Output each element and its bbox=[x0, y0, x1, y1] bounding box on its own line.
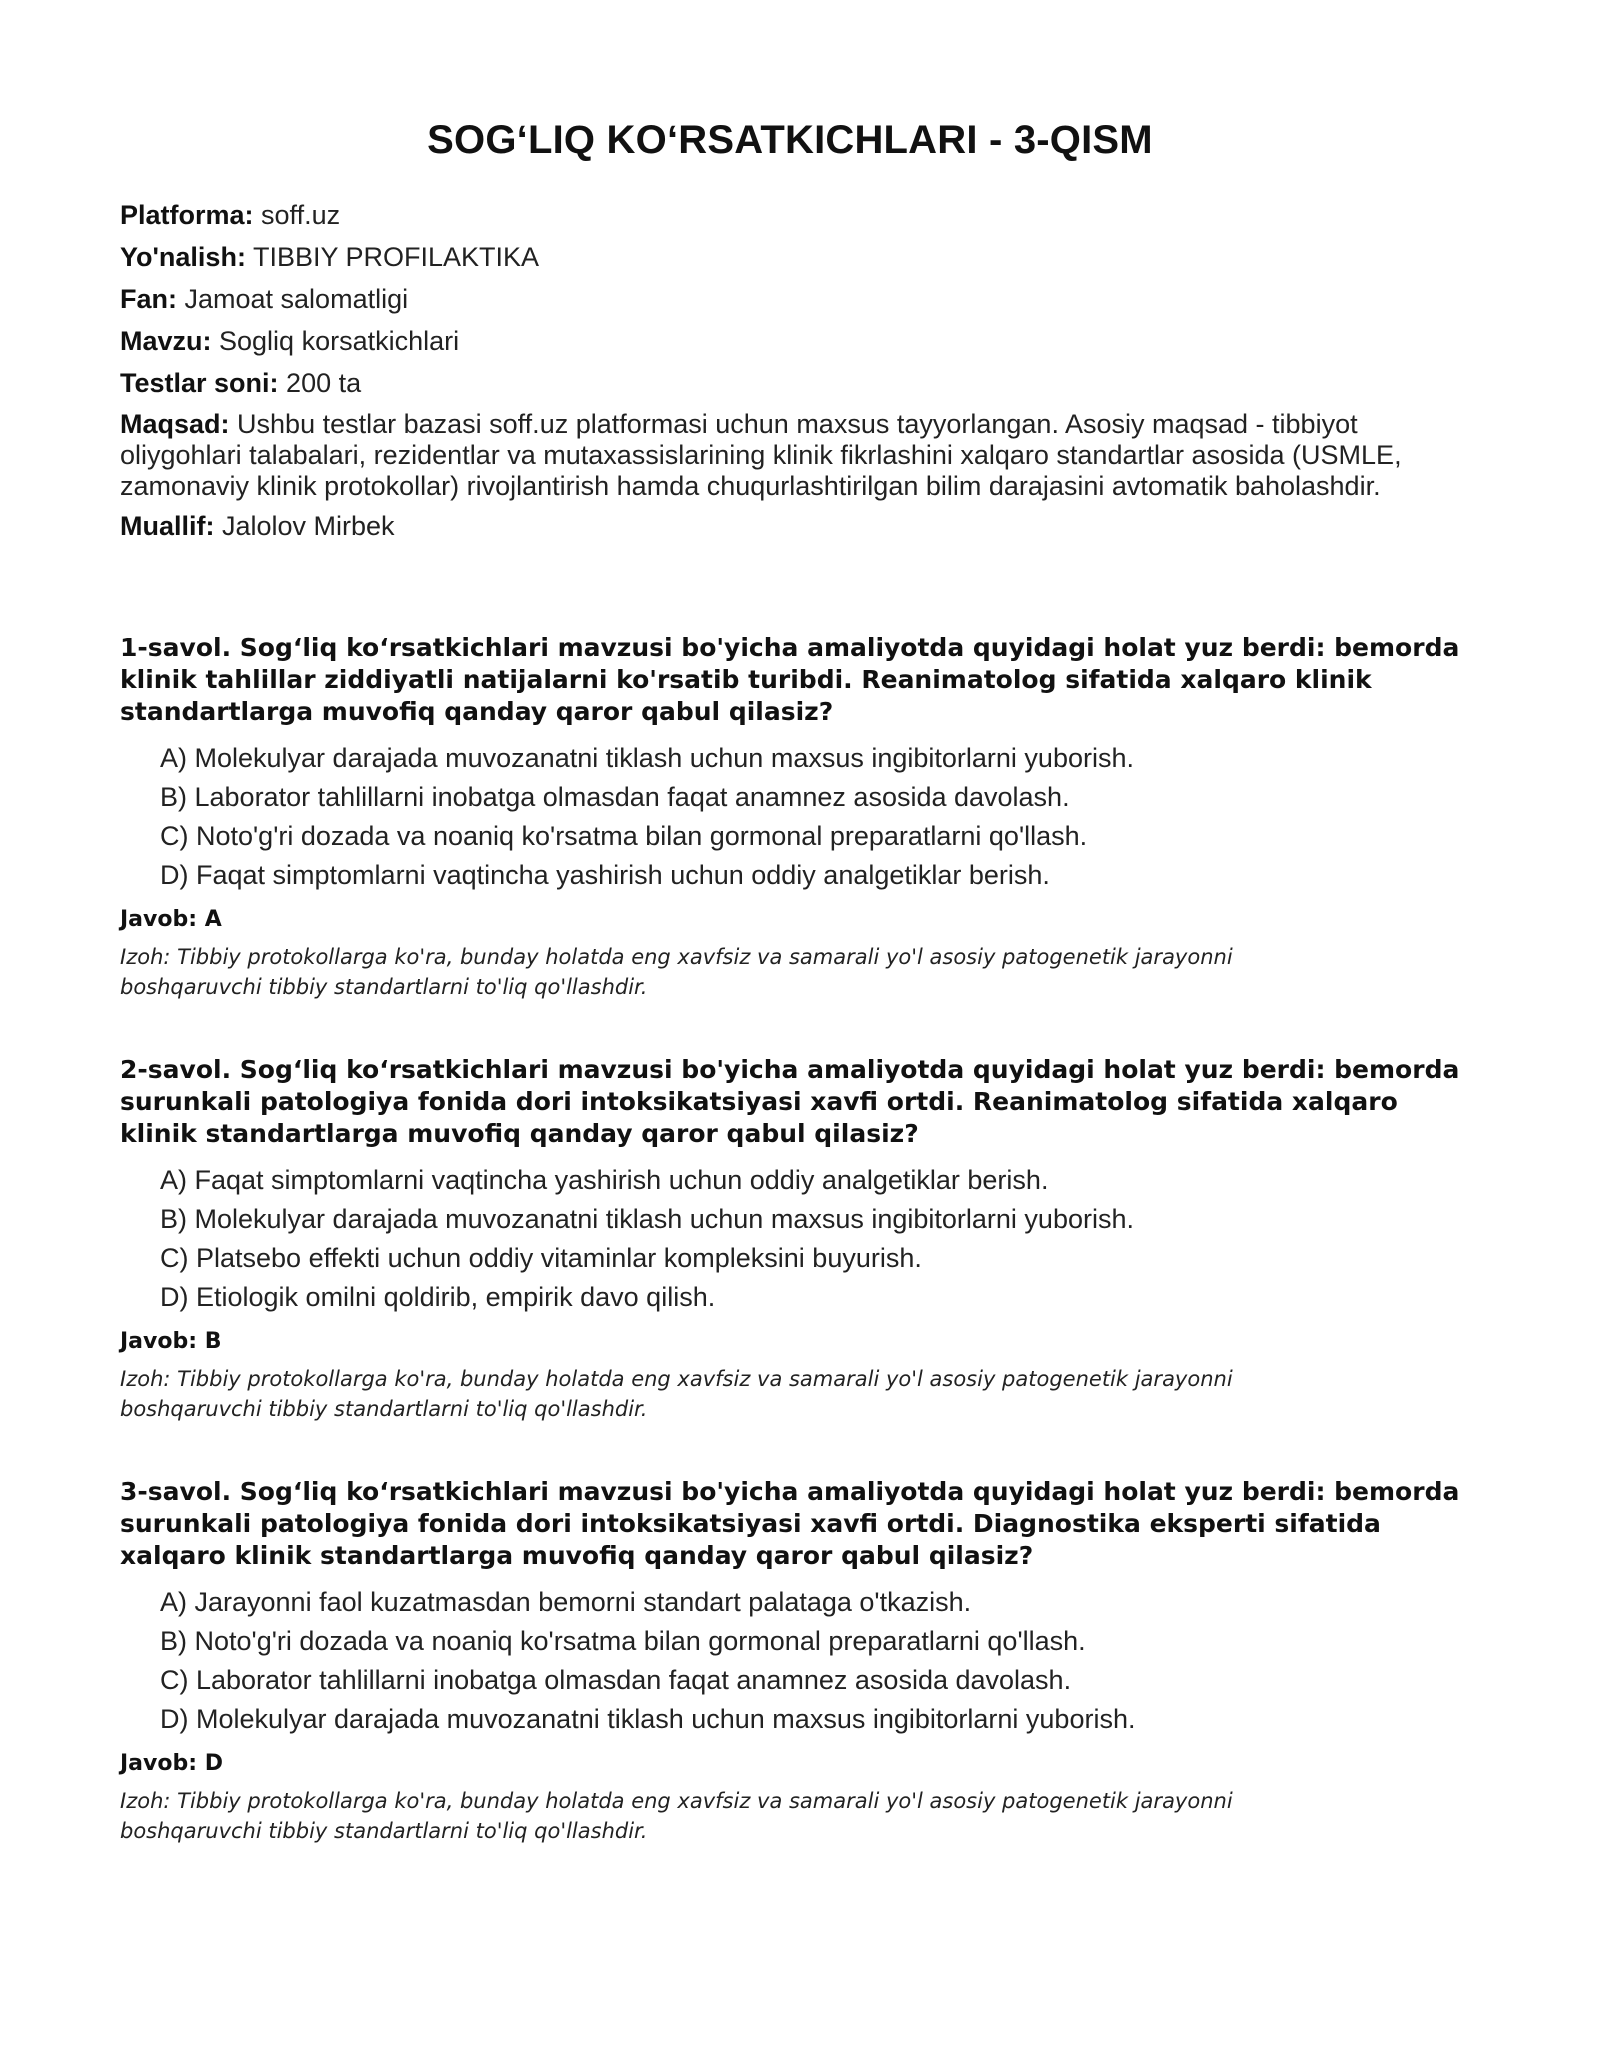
meta-topic-value: Sogliq korsatkichlari bbox=[211, 326, 460, 356]
option-b: B) Laborator tahlillarni inobatga olmasdan faqat anamnez asosida davolash. bbox=[160, 782, 1070, 812]
option-list bbox=[120, 1586, 1460, 1735]
meta-purpose-label: Maqsad: bbox=[120, 409, 230, 439]
meta-direction-value: TIBBIY PROFILAKTIKA bbox=[245, 242, 540, 272]
meta-author-value: Jalolov Mirbek bbox=[214, 511, 395, 541]
option-a: A) Faqat simptomlarni vaqtincha yashirish uchun oddiy analgetiklar berish. bbox=[160, 1165, 1049, 1195]
option-c: C) Laborator tahlillarni inobatga olmasdan faqat anamnez asosida davolash. bbox=[160, 1665, 1072, 1695]
question-1 bbox=[120, 632, 1460, 1002]
meta-topic bbox=[120, 325, 1460, 357]
meta-platform-label: Platforma: bbox=[120, 200, 254, 230]
meta-subject bbox=[120, 283, 1460, 315]
answer-label: Javob: B bbox=[120, 1329, 222, 1354]
option-b: B) Noto'g'ri dozada va noaniq ko'rsatma bilan gormonal preparatlarni qo'llash. bbox=[160, 1626, 1086, 1656]
meta-platform-value: soff.uz bbox=[253, 200, 341, 230]
meta-purpose-value: Ushbu testlar bazasi soff.uz platformasi uchun maxsus tayyorlangan. Asosiy maqsad - tibbiyot oliygohlari talabalari, rezidentlar va mutaxassislarining klinik fikrlashini xalqaro standartlar asosida (USMLE, zamonaviy klinik protokollar) rivojlantirish hamda chuqurlashtirilgan bilim darajasini avtomatik baholashdir. bbox=[120, 409, 1402, 501]
meta-purpose bbox=[120, 409, 1460, 502]
meta-direction bbox=[120, 241, 1460, 273]
option-c: C) Noto'g'ri dozada va noaniq ko'rsatma bilan gormonal preparatlarni qo'llash. bbox=[160, 821, 1088, 851]
option-c: C) Platsebo effekti uchun oddiy vitaminlar kompleksini buyurish. bbox=[160, 1243, 922, 1273]
document-meta bbox=[120, 199, 1460, 542]
answer-label: Javob: D bbox=[120, 1751, 223, 1776]
explanation-text: Izoh: Tibbiy protokollarga ko'ra, bunday holatda eng xavfsiz va samarali yo'l asosiy patogenetik jarayonni boshqaruvchi tibbiy standartlarni to'liq qo'llashdir. bbox=[120, 1789, 1233, 1843]
explanation-text: Izoh: Tibbiy protokollarga ko'ra, bunday holatda eng xavfsiz va samarali yo'l asosiy patogenetik jarayonni boshqaruvchi tibbiy standartlarni to'liq qo'llashdir. bbox=[120, 945, 1233, 999]
question-2 bbox=[120, 1054, 1460, 1424]
meta-author bbox=[120, 510, 1460, 542]
option-b: B) Molekulyar darajada muvozanatni tiklash uchun maxsus ingibitorlarni yuborish. bbox=[160, 1204, 1134, 1234]
question-text: 3-savol. Sog‘liq ko‘rsatkichlari mavzusi bo'yicha amaliyotda quyidagi holat yuz berdi: bemorda surunkali patologiya fonida dori intoksikatsiyasi xavfi ortdi. Diagnostika eksperti sifatida xalqaro klinik standartlarga muvofiq qanday qaror qabul qilasiz? bbox=[120, 1477, 1460, 1570]
option-list bbox=[120, 742, 1460, 891]
question-text: 1-savol. Sog‘liq ko‘rsatkichlari mavzusi bo'yicha amaliyotda quyidagi holat yuz berdi: bemorda klinik tahlillar ziddiyatli natijalarni ko'rsatib turibdi. Reanimatolog sifatida xalqaro klinik standartlarga muvofiq qanday qaror qabul qilasiz? bbox=[120, 633, 1460, 726]
option-list bbox=[120, 1164, 1460, 1313]
document-title: SOG‘LIQ KO‘RSATKICHLARI - 3-QISM bbox=[427, 118, 1153, 162]
meta-author-label: Muallif: bbox=[120, 511, 215, 541]
meta-test-count bbox=[120, 367, 1460, 399]
meta-subject-label: Fan: bbox=[120, 284, 177, 314]
question-list bbox=[120, 632, 1460, 1846]
option-a: A) Jarayonni faol kuzatmasdan bemorni standart palataga o'tkazish. bbox=[160, 1587, 972, 1617]
option-d: D) Etiologik omilni qoldirib, empirik davo qilish. bbox=[160, 1282, 716, 1312]
meta-direction-label: Yo'nalish: bbox=[120, 242, 246, 272]
option-d: D) Molekulyar darajada muvozanatni tiklash uchun maxsus ingibitorlarni yuborish. bbox=[160, 1704, 1136, 1734]
meta-platform bbox=[120, 199, 1460, 231]
meta-test-count-value: 200 ta bbox=[278, 368, 362, 398]
meta-test-count-label: Testlar soni: bbox=[120, 368, 279, 398]
explanation-text: Izoh: Tibbiy protokollarga ko'ra, bunday holatda eng xavfsiz va samarali yo'l asosiy patogenetik jarayonni boshqaruvchi tibbiy standartlarni to'liq qo'llashdir. bbox=[120, 1367, 1233, 1421]
meta-subject-value: Jamoat salomatligi bbox=[177, 284, 409, 314]
option-d: D) Faqat simptomlarni vaqtincha yashirish uchun oddiy analgetiklar berish. bbox=[160, 860, 1050, 890]
answer-label: Javob: A bbox=[120, 907, 222, 932]
meta-topic-label: Mavzu: bbox=[120, 326, 212, 356]
question-3 bbox=[120, 1476, 1460, 1846]
question-text: 2-savol. Sog‘liq ko‘rsatkichlari mavzusi bo'yicha amaliyotda quyidagi holat yuz berdi: bemorda surunkali patologiya fonida dori intoksikatsiyasi xavfi ortdi. Reanimatolog sifatida xalqaro klinik standartlarga muvofiq qanday qaror qabul qilasiz? bbox=[120, 1055, 1460, 1148]
document-page bbox=[120, 118, 1460, 1898]
option-a: A) Molekulyar darajada muvozanatni tiklash uchun maxsus ingibitorlarni yuborish. bbox=[160, 743, 1134, 773]
